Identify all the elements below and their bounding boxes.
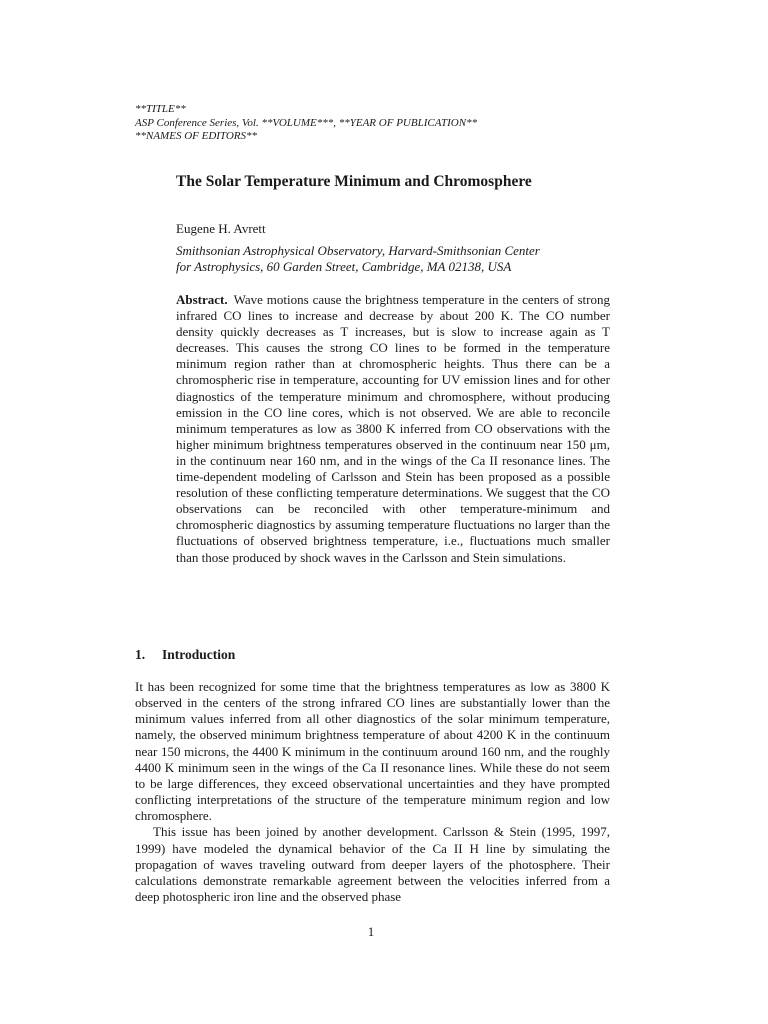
section-title: Introduction [162, 647, 236, 662]
author-affiliation [176, 243, 606, 275]
header-series-line: ASP Conference Series, Vol. **VOLUME***, **YEAR OF PUBLICATION** [135, 116, 478, 129]
author-name: Eugene H. Avrett [176, 221, 266, 236]
header-title-placeholder: **TITLE** [135, 103, 186, 115]
body-paragraph-2: This issue has been joined by another development. Carlsson & Stein (1995, 1997, 1999) have modeled the dynamical behavior of the Ca II H line by simulating the propagation of waves traveling outward from deeper layers of the photosphere. Their calculations demonstrate remarkable agreement between the velocities inferred from a deep photospheric iron line and the observed phase [135, 824, 610, 905]
affiliation-line-1: Smithsonian Astrophysical Observatory, Harvard-Smithsonian Center [176, 243, 540, 258]
page-number: 1 [367, 924, 375, 939]
section-number: 1. [135, 647, 146, 662]
abstract-label: Abstract. [176, 292, 228, 307]
header-editors-placeholder: **NAMES OF EDITORS** [135, 130, 258, 142]
affiliation-line-2: for Astrophysics, 60 Garden Street, Cambridge, MA 02138, USA [176, 259, 512, 274]
conference-header [135, 103, 615, 144]
body-paragraph-1: It has been recognized for some time that the brightness temperatures as low as 3800 K observed in the centers of the strong infrared CO lines are substantially lower than the minimum values inferred from all other diagnostics of the solar minimum temperature, namely, the observed minimum brightness temperature of about 4200 K in the continuum near 150 microns, the 4400 K minimum in the continuum around 160 nm, and the roughly 4400 K minimum seen in the wings of the Ca II resonance lines. While these do not seem to be large differences, they exceed observational uncertainties and they have prompted conflicting interpretations of the structure of the temperature minimum region and low chromosphere. [135, 679, 610, 824]
section-body [135, 679, 610, 905]
abstract-text: Wave motions cause the brightness temperature in the centers of strong infrared CO lines to increase and decrease by about 200 K. The CO number density quickly decreases as T increases, but is slow to increase again as T decreases. This causes the strong CO lines to be formed in the temperature minimum region rather than at chromospheric heights. Thus there can be a chromospheric rise in temperature, accounting for UV emission lines and for other diagnostics of the temperature minimum and chromosphere, without producing emission in the CO line cores, which is not observed. We are able to reconcile minimum temperatures as low as 3800 K inferred from CO observations with the higher minimum brightness temperatures observed in the continuum near 150 μm, in the continuum near 160 nm, and in the wings of the Ca II resonance lines. The time-dependent modeling of Carlsson and Stein has been proposed as a possible resolution of these conflicting temperature determinations. We suggest that the CO observations can be reconciled with other temperature-minimum and chromospheric diagnostics by assuming temperature fluctuations no larger than the fluctuations of observed brightness temperature, i.e., fluctuations much smaller than those produced by shock waves in the Carlsson and Stein simulations. [176, 292, 610, 565]
section-heading [135, 646, 235, 664]
abstract [176, 292, 610, 566]
paper-title: The Solar Temperature Minimum and Chromosphere [176, 173, 532, 190]
